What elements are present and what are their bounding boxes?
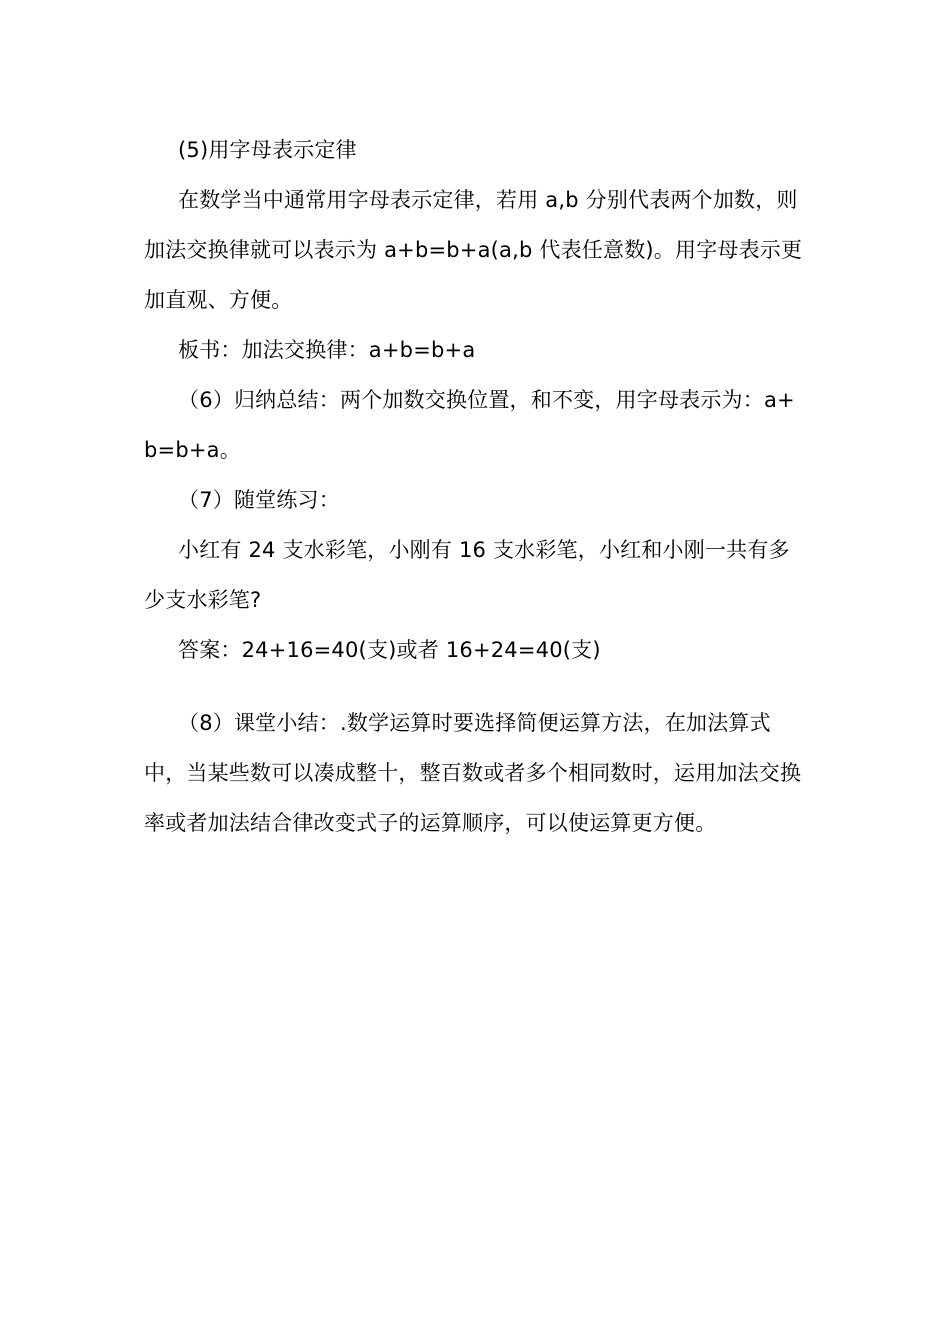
section-heading-letters: (5)用字母表示定律 [178,138,357,162]
paragraph-answer: 答案：24+16=40(支)或者 16+24=40(支) [178,638,601,662]
paragraph-practice-question: 小红有 24 支水彩笔，小刚有 16 支水彩笔，小红和小刚一共有多少支水彩笔? [144,538,790,612]
paragraph-practice-heading: （7）随堂练习： [178,488,340,512]
paragraph-letter-law: 在数学当中通常用字母表示定律，若用 a,b 分别代表两个加数，则加法交换律就可以表示为 a+b=b+a(a,b 代表任意数)。用字母表示更加直观、方便。 [144,188,803,312]
paragraph-summary: （6）归纳总结：两个加数交换位置，和不变，用字母表示为：a+b=b+a。 [144,388,795,462]
paragraph-class-summary: （8）课堂小结：.数学运算时要选择简便运算方法，在加法算式中，当某些数可以凑成整十，整百数或者多个相同数时，运用加法交换率或者加法结合律改变式子的运算顺序，可以使运算更方便。 [144,711,802,835]
paragraph-blackboard: 板书：加法交换律：a+b=b+a [178,338,476,362]
